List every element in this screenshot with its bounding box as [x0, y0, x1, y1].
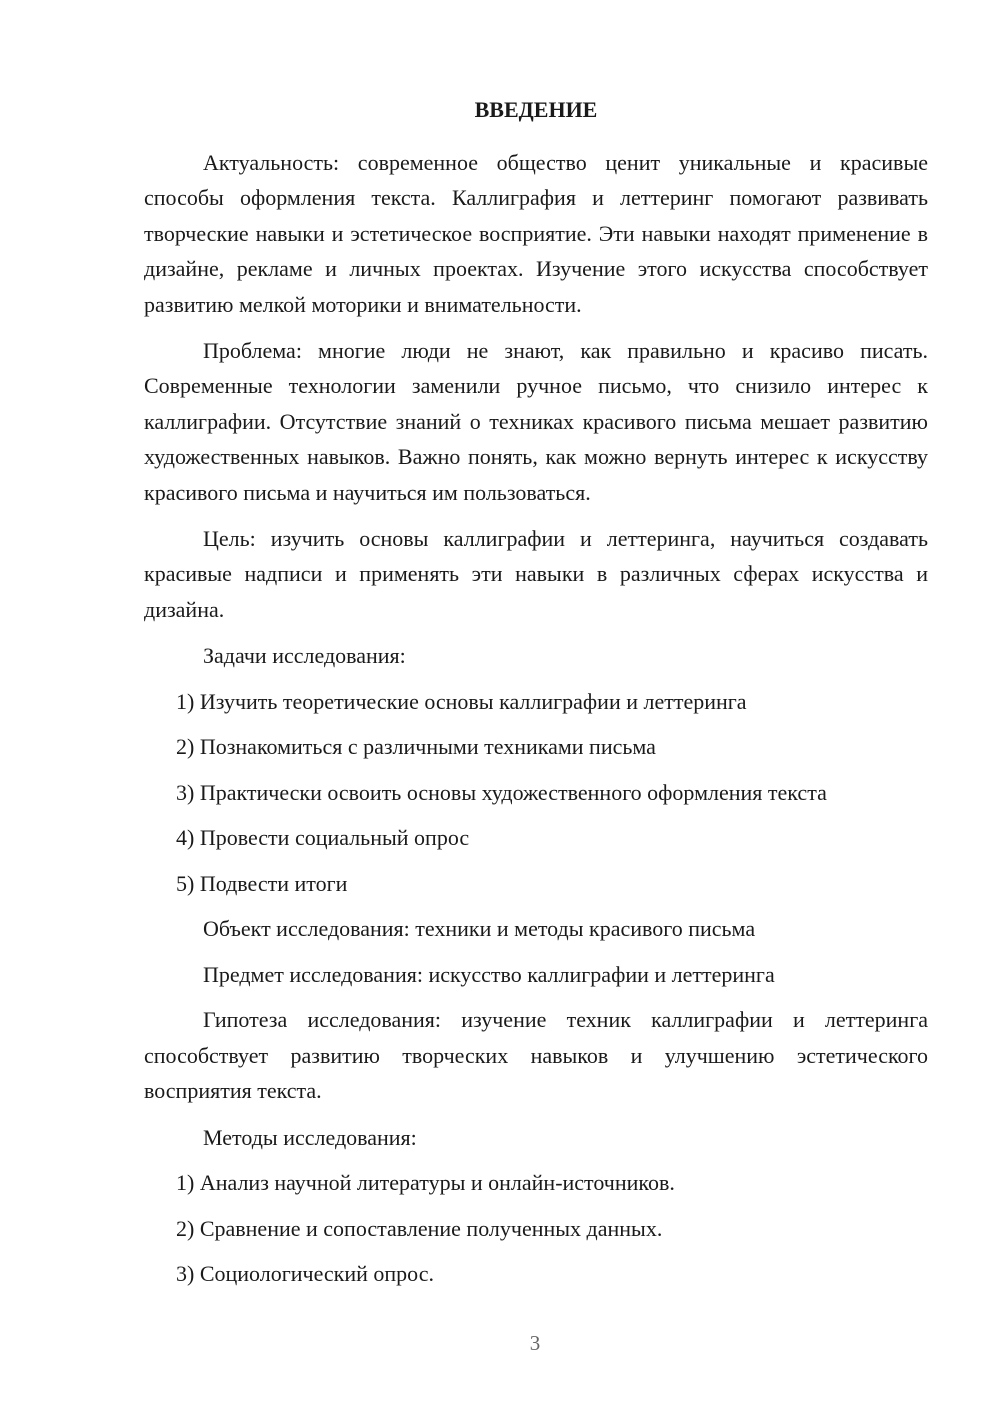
- page-number: 3: [529, 1331, 541, 1355]
- hypothesis-paragraph: Гипотеза исследования: изучение техник каллиграфии и леттеринга способствует развитию творческих навыков и улучшению эстетического восприятия текста.: [144, 1007, 928, 1104]
- methods-label: Методы исследования:: [203, 1124, 417, 1150]
- research-object: Объект исследования: техники и методы красивого письма: [203, 916, 756, 942]
- research-subject: Предмет исследования: искусство каллиграфии и леттеринга: [203, 961, 775, 987]
- task-item-1: 1) Изучить теоретические основы каллиграфии и леттеринга: [176, 688, 747, 714]
- task-item-4: 4) Провести социальный опрос: [176, 825, 470, 851]
- task-item-3: 3) Практически освоить основы художественного оформления текста: [176, 779, 827, 805]
- document-page: [144, 92, 928, 1302]
- method-item-3: 3) Социологический опрос.: [176, 1261, 434, 1286]
- page-title: ВВЕДЕНИЕ: [474, 97, 598, 122]
- method-item-2: 2) Сравнение и сопоставление полученных данных.: [176, 1215, 663, 1241]
- relevance-paragraph: Актуальность: современное общество ценит уникальные и красивые способы оформления текста. Каллиграфия и леттеринг помогают развивать творческие навыки и эстетическое восприятие. Эти навыки находят применение в дизайне, рекламе и личных проектах. Изучение этого искусства способствует развитию мелкой моторики и внимательности.: [144, 150, 928, 317]
- method-item-1: 1) Анализ научной литературы и онлайн-источников.: [176, 1170, 675, 1195]
- tasks-label: Задачи исследования:: [203, 643, 406, 669]
- task-item-5: 5) Подвести итоги: [176, 870, 348, 896]
- goal-paragraph: Цель: изучить основы каллиграфии и леттеринга, научиться создавать красивые надписи и применять эти навыки в различных сферах искусства и дизайна.: [144, 526, 928, 622]
- task-item-2: 2) Познакомиться с различными техниками письма: [176, 734, 656, 760]
- problem-paragraph: Проблема: многие люди не знают, как правильно и красиво писать. Современные технологии заменили ручное письмо, что снизило интерес к каллиграфии. Отсутствие знаний о техниках красивого письма мешает развитию художественных навыков. Важно понять, как можно вернуть интерес к искусству красивого письма и научиться им пользоваться.: [144, 338, 928, 505]
